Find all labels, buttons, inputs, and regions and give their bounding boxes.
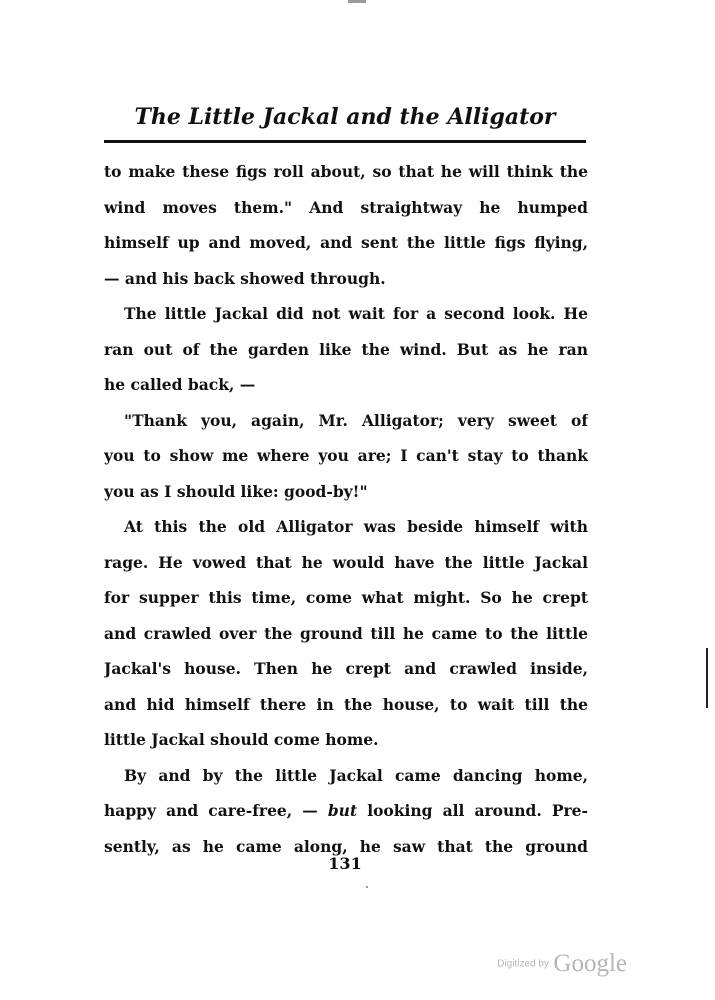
text-line: The little Jackal did not wait for a second look. He (124, 304, 588, 323)
page-number: 131 (328, 854, 362, 873)
text-line: "Thank you, again, Mr. Alligator; very sweet of (124, 410, 588, 430)
text-line: wind moves them." And straightway he humped (104, 197, 588, 217)
text-line: little Jackal should come home. (104, 730, 379, 749)
text-segment: looking all around. Pre- (357, 801, 588, 820)
text-line: he called back, — (104, 375, 256, 394)
text-segment: happy and care-free, — (104, 801, 328, 820)
text-line: and hid himself there in the house, to wait till the (104, 694, 588, 714)
body-text (104, 154, 588, 864)
emphasized-word: but (327, 801, 358, 820)
text-line: — and his back showed through. (104, 268, 386, 288)
scan-artifact-edge (706, 648, 708, 708)
text-line: At this the old Alligator was beside himself with (124, 517, 588, 536)
scan-artifact-top (348, 0, 366, 3)
scan-artifact-speck (366, 886, 368, 888)
google-logo: Google (553, 950, 627, 977)
text-line: sently, as he came along, he saw that the ground (104, 836, 588, 856)
running-head: The Little Jackal and the Alligator (134, 104, 556, 130)
header-rule (104, 140, 586, 143)
watermark-prefix: Digitized by (497, 958, 549, 970)
text-line: you to show me where you are; I can't stay to thank (104, 446, 588, 465)
text-line: you as I should like: good-by!" (104, 481, 368, 501)
text-line: himself up and moved, and sent the little figs flying, (104, 233, 588, 252)
text-line: to make these figs roll about, so that he will think the (104, 162, 588, 181)
text-line: and crawled over the ground till he came to the little (104, 623, 588, 643)
text-line: rage. He vowed that he would have the little Jackal (104, 552, 588, 572)
text-line: ran out of the garden like the wind. But as he ran (104, 339, 588, 359)
text-line (104, 793, 588, 829)
text-line: By and by the little Jackal came dancing home, (124, 765, 588, 785)
text-line: Jackal's house. Then he crept and crawled inside, (104, 659, 588, 678)
digitized-watermark (497, 950, 627, 978)
text-line: for supper this time, come what might. So he crept (104, 588, 588, 607)
